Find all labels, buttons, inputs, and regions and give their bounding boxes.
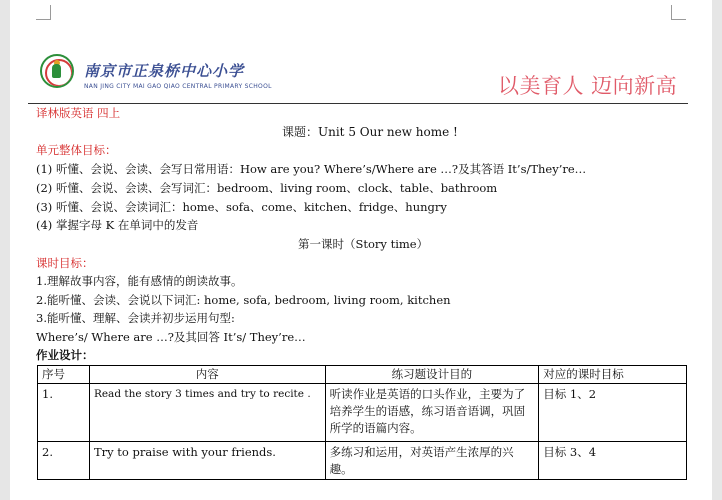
document-page [10,0,712,500]
slogan: 以美育人 迈向新高 [498,74,678,98]
header-divider [28,103,688,104]
lesson-goals-heading: 课时目标： [36,256,94,270]
lesson-goal-item: 2.能听懂、会读、会说以下词汇: home, sofa, bedroom, living room, kitchen [36,293,451,307]
table-row [38,384,687,442]
col-header-content: 内容 [89,366,325,384]
table-row [38,442,687,480]
grade-label: 译林版英语 四上 [36,106,121,120]
lesson-goal-item: Where’s/ Where are …?及其回答 It’s/ They’re… [36,330,306,344]
row-content: Try to praise with your friends. [89,442,325,480]
school-logo-icon [40,54,74,88]
school-name-en: NAN JING CITY MAI GAO QIAO CENTRAL PRIMARY SCHOOL [84,83,272,90]
row-purpose: 多练习和运用，对英语产生浓厚的兴趣。 [325,442,539,480]
unit-goal-item: (3) 听懂、会说、会读词汇：home、sofa、come、kitchen、fridge、hungry [36,200,447,214]
row-no: 1. [38,384,90,442]
table-header-row [38,366,687,384]
row-purpose: 听读作业是英语的口头作业，主要为了培养学生的语感，练习语音语调，巩固所学的语篇内容。 [325,384,539,442]
homework-heading: 作业设计： [36,348,94,362]
lesson-topic-title: 课题：Unit 5 Our new home ! [282,125,458,139]
col-header-no: 序号 [38,366,90,384]
unit-goals-heading: 单元整体目标： [36,143,117,157]
lesson-goal-item: 1.理解故事内容，能有感情的朗读故事。 [36,274,243,288]
row-no: 2. [38,442,90,480]
lesson-goal-item: 3.能听懂、理解、会读并初步运用句型: [36,311,235,325]
lesson-title: 第一课时（Story time） [298,237,429,251]
unit-goal-item: (2) 听懂、会说、会读、会写词汇：bedroom、living room、clock、table、bathroom [36,181,498,195]
col-header-purpose: 练习题设计目的 [325,366,539,384]
row-goal: 目标 3、4 [539,442,687,480]
page-corner-mark [36,5,51,20]
unit-goal-item: (4) 掌握字母 K 在单词中的发音 [36,218,199,232]
row-content: Read the story 3 times and try to recite . [89,384,325,442]
school-name-cn: 南京市正泉桥中心小学 [84,62,245,80]
homework-table [37,365,687,480]
col-header-goal: 对应的课时目标 [539,366,687,384]
row-goal: 目标 1、2 [539,384,687,442]
unit-goal-item: (1) 听懂、会说、会读、会写日常用语：How are you? Where’s/Where are …?及其答语 It’s/They’re… [36,162,587,176]
page-corner-mark [671,5,686,20]
